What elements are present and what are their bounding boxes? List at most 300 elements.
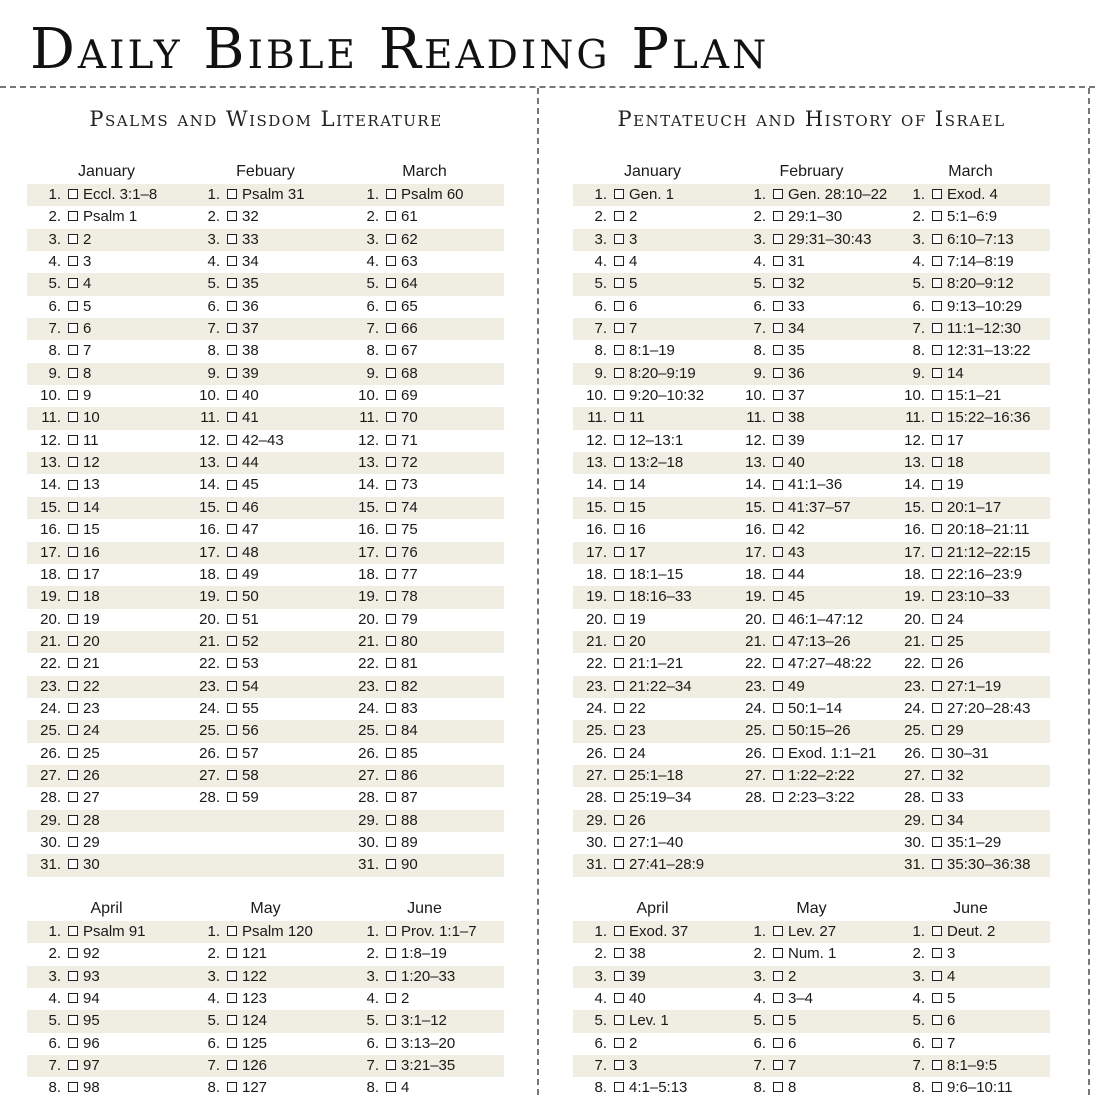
checkbox-icon[interactable] <box>932 614 942 624</box>
checkbox-icon[interactable] <box>227 569 237 579</box>
checkbox-icon[interactable] <box>932 457 942 467</box>
checkbox-icon[interactable] <box>932 971 942 981</box>
checkbox-icon[interactable] <box>773 993 783 1003</box>
day-number: 17. <box>199 543 220 561</box>
checkbox-icon[interactable] <box>614 323 624 333</box>
reading-entry <box>732 743 891 765</box>
checkbox-icon[interactable] <box>614 658 624 668</box>
day-number: 6. <box>366 1034 379 1052</box>
checkbox-icon[interactable] <box>386 524 396 534</box>
checkbox-icon[interactable] <box>227 792 237 802</box>
checkbox-icon[interactable] <box>773 480 783 490</box>
checkbox-icon[interactable] <box>614 524 624 534</box>
reading-entry <box>186 273 345 295</box>
checkbox-icon[interactable] <box>386 681 396 691</box>
checkbox-icon[interactable] <box>932 1060 942 1070</box>
checkbox-icon[interactable] <box>773 412 783 422</box>
day-number: 11. <box>746 409 766 427</box>
checkbox-icon[interactable] <box>227 502 237 512</box>
day-number: 10. <box>199 387 220 405</box>
checkbox-icon[interactable] <box>773 189 783 199</box>
checkbox-icon[interactable] <box>68 278 78 288</box>
checkbox-icon[interactable] <box>932 480 942 490</box>
checkbox-icon[interactable] <box>773 1082 783 1092</box>
checkbox-icon[interactable] <box>386 770 396 780</box>
checkbox-icon[interactable] <box>773 971 783 981</box>
reading-reference: 36 <box>242 297 259 315</box>
day-number: 23. <box>40 677 61 695</box>
checkbox-icon[interactable] <box>932 948 942 958</box>
reading-entry <box>573 787 732 809</box>
checkbox-icon[interactable] <box>932 837 942 847</box>
checkbox-icon[interactable] <box>614 345 624 355</box>
checkbox-icon[interactable] <box>773 703 783 713</box>
checkbox-icon[interactable] <box>773 725 783 735</box>
reading-entry <box>891 653 1050 675</box>
checkbox-icon[interactable] <box>227 748 237 758</box>
checkbox-icon[interactable] <box>932 815 942 825</box>
checkbox-icon[interactable] <box>68 189 78 199</box>
checkbox-icon[interactable] <box>386 926 396 936</box>
checkbox-icon[interactable] <box>68 390 78 400</box>
checkbox-icon[interactable] <box>932 1082 942 1092</box>
month-column <box>891 898 1050 1095</box>
checkbox-icon[interactable] <box>386 390 396 400</box>
checkbox-icon[interactable] <box>386 658 396 668</box>
checkbox-icon[interactable] <box>386 569 396 579</box>
reading-reference: 66 <box>401 320 418 338</box>
checkbox-icon[interactable] <box>932 658 942 668</box>
checkbox-icon[interactable] <box>227 926 237 936</box>
month-heading: April <box>90 900 123 917</box>
checkbox-icon[interactable] <box>386 971 396 981</box>
checkbox-icon[interactable] <box>932 1015 942 1025</box>
reading-entry <box>732 921 891 943</box>
checkbox-icon[interactable] <box>68 457 78 467</box>
checkbox-icon[interactable] <box>227 547 237 557</box>
checkbox-icon[interactable] <box>614 926 624 936</box>
checkbox-icon[interactable] <box>773 234 783 244</box>
day-number: 9. <box>912 364 925 382</box>
checkbox-icon[interactable] <box>932 211 942 221</box>
checkbox-icon[interactable] <box>68 524 78 534</box>
reading-reference: 17 <box>629 543 646 561</box>
reading-reference: 19 <box>629 610 646 628</box>
checkbox-icon[interactable] <box>227 703 237 713</box>
checkbox-icon[interactable] <box>773 502 783 512</box>
checkbox-icon[interactable] <box>68 1060 78 1070</box>
checkbox-icon[interactable] <box>386 859 396 869</box>
checkbox-icon[interactable] <box>227 591 237 601</box>
day-number: 13. <box>40 454 61 472</box>
checkbox-icon[interactable] <box>386 256 396 266</box>
checkbox-icon[interactable] <box>386 211 396 221</box>
checkbox-icon[interactable] <box>932 368 942 378</box>
checkbox-icon[interactable] <box>614 748 624 758</box>
checkbox-icon[interactable] <box>227 1082 237 1092</box>
checkbox-icon[interactable] <box>614 569 624 579</box>
checkbox-icon[interactable] <box>773 435 783 445</box>
checkbox-icon[interactable] <box>227 256 237 266</box>
checkbox-icon[interactable] <box>773 658 783 668</box>
reading-reference: 41 <box>242 409 259 427</box>
reading-entry <box>891 1010 1050 1032</box>
reading-entry <box>573 810 732 832</box>
checkbox-icon[interactable] <box>932 770 942 780</box>
checkbox-icon[interactable] <box>386 748 396 758</box>
checkbox-icon[interactable] <box>614 390 624 400</box>
checkbox-icon[interactable] <box>614 703 624 713</box>
checkbox-icon[interactable] <box>386 480 396 490</box>
column-divider-right <box>1088 88 1090 1095</box>
reading-reference: 82 <box>401 677 418 695</box>
checkbox-icon[interactable] <box>614 1082 624 1092</box>
checkbox-icon[interactable] <box>68 926 78 936</box>
checkbox-icon[interactable] <box>68 502 78 512</box>
checkbox-icon[interactable] <box>932 278 942 288</box>
checkbox-icon[interactable] <box>932 189 942 199</box>
checkbox-icon[interactable] <box>773 948 783 958</box>
checkbox-icon[interactable] <box>68 435 78 445</box>
checkbox-icon[interactable] <box>614 502 624 512</box>
checkbox-icon[interactable] <box>386 368 396 378</box>
checkbox-icon[interactable] <box>227 524 237 534</box>
checkbox-icon[interactable] <box>386 993 396 1003</box>
checkbox-icon[interactable] <box>614 189 624 199</box>
checkbox-icon[interactable] <box>227 1015 237 1025</box>
checkbox-icon[interactable] <box>932 502 942 512</box>
checkbox-icon[interactable] <box>227 770 237 780</box>
checkbox-icon[interactable] <box>68 748 78 758</box>
checkbox-icon[interactable] <box>386 1082 396 1092</box>
day-number: 10. <box>40 387 61 405</box>
checkbox-icon[interactable] <box>932 926 942 936</box>
checkbox-icon[interactable] <box>614 971 624 981</box>
checkbox-icon[interactable] <box>773 926 783 936</box>
checkbox-icon[interactable] <box>386 189 396 199</box>
day-number: 8. <box>48 342 61 360</box>
checkbox-icon[interactable] <box>68 301 78 311</box>
checkbox-icon[interactable] <box>227 390 237 400</box>
checkbox-icon[interactable] <box>386 703 396 713</box>
reading-reference: 49 <box>788 677 805 695</box>
checkbox-icon[interactable] <box>227 323 237 333</box>
checkbox-icon[interactable] <box>773 547 783 557</box>
checkbox-icon[interactable] <box>386 636 396 646</box>
reading-reference: 9:6–10:11 <box>947 1079 1013 1097</box>
checkbox-icon[interactable] <box>68 948 78 958</box>
checkbox-icon[interactable] <box>68 703 78 713</box>
checkbox-icon[interactable] <box>932 301 942 311</box>
checkbox-icon[interactable] <box>227 614 237 624</box>
checkbox-icon[interactable] <box>227 301 237 311</box>
reading-reference: 2 <box>629 1034 638 1052</box>
checkbox-icon[interactable] <box>614 547 624 557</box>
day-number: 30. <box>40 833 61 851</box>
reading-entry <box>732 787 891 809</box>
reading-reference: 57 <box>242 744 259 762</box>
checkbox-icon[interactable] <box>773 1060 783 1070</box>
checkbox-icon[interactable] <box>68 993 78 1003</box>
reading-reference: 2:23–3:22 <box>788 789 855 807</box>
checkbox-icon[interactable] <box>227 636 237 646</box>
day-number: 25. <box>199 722 220 740</box>
reading-entry <box>891 966 1050 988</box>
checkbox-icon[interactable] <box>68 1015 78 1025</box>
checkbox-icon[interactable] <box>614 256 624 266</box>
reading-entry <box>27 542 186 564</box>
day-number: 6. <box>594 1034 607 1052</box>
checkbox-icon[interactable] <box>614 211 624 221</box>
reading-entry <box>345 743 504 765</box>
reading-entry <box>573 452 732 474</box>
reading-entry <box>345 921 504 943</box>
checkbox-icon[interactable] <box>386 591 396 601</box>
checkbox-icon[interactable] <box>614 681 624 691</box>
checkbox-icon[interactable] <box>932 1038 942 1048</box>
checkbox-icon[interactable] <box>386 457 396 467</box>
checkbox-icon[interactable] <box>932 591 942 601</box>
checkbox-icon[interactable] <box>386 301 396 311</box>
checkbox-icon[interactable] <box>68 614 78 624</box>
reading-reference: 31 <box>788 253 805 271</box>
reading-entry <box>732 385 891 407</box>
checkbox-icon[interactable] <box>68 1082 78 1092</box>
checkbox-icon[interactable] <box>227 211 237 221</box>
checkbox-icon[interactable] <box>773 345 783 355</box>
reading-reference: 20:18–21:11 <box>947 521 1030 539</box>
checkbox-icon[interactable] <box>932 256 942 266</box>
checkbox-icon[interactable] <box>932 703 942 713</box>
checkbox-icon[interactable] <box>68 636 78 646</box>
checkbox-icon[interactable] <box>773 457 783 467</box>
checkbox-icon[interactable] <box>932 547 942 557</box>
checkbox-icon[interactable] <box>386 815 396 825</box>
checkbox-icon[interactable] <box>932 636 942 646</box>
checkbox-icon[interactable] <box>227 480 237 490</box>
checkbox-icon[interactable] <box>227 278 237 288</box>
checkbox-icon[interactable] <box>773 256 783 266</box>
checkbox-icon[interactable] <box>386 278 396 288</box>
checkbox-icon[interactable] <box>614 948 624 958</box>
checkbox-icon[interactable] <box>386 1060 396 1070</box>
checkbox-icon[interactable] <box>386 412 396 422</box>
checkbox-icon[interactable] <box>227 345 237 355</box>
checkbox-icon[interactable] <box>932 412 942 422</box>
reading-reference: 21:22–34 <box>629 677 692 695</box>
checkbox-icon[interactable] <box>386 725 396 735</box>
checkbox-icon[interactable] <box>773 681 783 691</box>
checkbox-icon[interactable] <box>932 993 942 1003</box>
section-title-psalms-wisdom: Psalms and Wisdom Literature <box>89 107 443 131</box>
checkbox-icon[interactable] <box>614 435 624 445</box>
checkbox-icon[interactable] <box>227 412 237 422</box>
reading-reference: 4 <box>401 1079 410 1097</box>
checkbox-icon[interactable] <box>68 1038 78 1048</box>
checkbox-icon[interactable] <box>227 189 237 199</box>
checkbox-icon[interactable] <box>227 234 237 244</box>
checkbox-icon[interactable] <box>614 725 624 735</box>
day-number: 2. <box>48 945 61 963</box>
checkbox-icon[interactable] <box>386 234 396 244</box>
checkbox-icon[interactable] <box>773 323 783 333</box>
checkbox-icon[interactable] <box>68 971 78 981</box>
checkbox-icon[interactable] <box>227 725 237 735</box>
checkbox-icon[interactable] <box>773 1038 783 1048</box>
checkbox-icon[interactable] <box>614 234 624 244</box>
checkbox-icon[interactable] <box>68 547 78 557</box>
checkbox-icon[interactable] <box>614 859 624 869</box>
reading-entry <box>891 943 1050 965</box>
checkbox-icon[interactable] <box>932 725 942 735</box>
checkbox-icon[interactable] <box>386 345 396 355</box>
reading-entry <box>891 1077 1050 1099</box>
checkbox-icon[interactable] <box>614 457 624 467</box>
checkbox-icon[interactable] <box>386 1015 396 1025</box>
reading-reference: 95 <box>83 1012 100 1030</box>
checkbox-icon[interactable] <box>68 211 78 221</box>
checkbox-icon[interactable] <box>773 591 783 601</box>
checkbox-icon[interactable] <box>773 636 783 646</box>
checkbox-icon[interactable] <box>614 636 624 646</box>
checkbox-icon[interactable] <box>773 792 783 802</box>
checkbox-icon[interactable] <box>227 1060 237 1070</box>
checkbox-icon[interactable] <box>773 614 783 624</box>
checkbox-icon[interactable] <box>386 948 396 958</box>
checkbox-icon[interactable] <box>932 435 942 445</box>
checkbox-icon[interactable] <box>614 1060 624 1070</box>
reading-reference: Lev. 27 <box>788 923 837 940</box>
checkbox-icon[interactable] <box>773 1015 783 1025</box>
checkbox-icon[interactable] <box>614 1015 624 1025</box>
checkbox-icon[interactable] <box>932 859 942 869</box>
checkbox-icon[interactable] <box>614 1038 624 1048</box>
checkbox-icon[interactable] <box>614 591 624 601</box>
checkbox-icon[interactable] <box>773 211 783 221</box>
checkbox-icon[interactable] <box>773 301 783 311</box>
checkbox-icon[interactable] <box>773 390 783 400</box>
day-number: 27. <box>586 766 607 784</box>
day-number: 8. <box>207 1079 220 1097</box>
checkbox-icon[interactable] <box>614 412 624 422</box>
reading-reference: 15:1–21 <box>947 387 1002 405</box>
checkbox-icon[interactable] <box>614 770 624 780</box>
checkbox-icon[interactable] <box>68 658 78 668</box>
checkbox-icon[interactable] <box>932 234 942 244</box>
checkbox-icon[interactable] <box>773 524 783 534</box>
checkbox-icon[interactable] <box>614 993 624 1003</box>
checkbox-icon[interactable] <box>68 412 78 422</box>
checkbox-icon[interactable] <box>386 323 396 333</box>
checkbox-icon[interactable] <box>68 368 78 378</box>
checkbox-icon[interactable] <box>773 278 783 288</box>
checkbox-icon[interactable] <box>932 323 942 333</box>
checkbox-icon[interactable] <box>68 569 78 579</box>
reading-reference: 18 <box>947 454 964 472</box>
reading-entry <box>891 676 1050 698</box>
checkbox-icon[interactable] <box>227 658 237 668</box>
checkbox-icon[interactable] <box>932 792 942 802</box>
checkbox-icon[interactable] <box>773 748 783 758</box>
checkbox-icon[interactable] <box>68 234 78 244</box>
checkbox-icon[interactable] <box>386 547 396 557</box>
day-number: 4. <box>366 253 379 271</box>
month-heading: Febuary <box>236 163 295 180</box>
checkbox-icon[interactable] <box>932 748 942 758</box>
checkbox-icon[interactable] <box>227 435 237 445</box>
checkbox-icon[interactable] <box>68 837 78 847</box>
checkbox-icon[interactable] <box>386 1038 396 1048</box>
checkbox-icon[interactable] <box>227 971 237 981</box>
checkbox-icon[interactable] <box>614 278 624 288</box>
day-number: 11. <box>41 409 61 427</box>
checkbox-icon[interactable] <box>68 345 78 355</box>
day-number: 12. <box>358 431 379 449</box>
reading-entry <box>27 564 186 586</box>
checkbox-icon[interactable] <box>68 480 78 490</box>
reading-entry <box>27 653 186 675</box>
checkbox-icon[interactable] <box>386 614 396 624</box>
checkbox-icon[interactable] <box>614 614 624 624</box>
checkbox-icon[interactable] <box>68 323 78 333</box>
checkbox-icon[interactable] <box>68 591 78 601</box>
checkbox-icon[interactable] <box>386 837 396 847</box>
checkbox-icon[interactable] <box>932 569 942 579</box>
checkbox-icon[interactable] <box>614 792 624 802</box>
checkbox-icon[interactable] <box>227 1038 237 1048</box>
day-number: 8. <box>753 1079 766 1097</box>
checkbox-icon[interactable] <box>68 770 78 780</box>
reading-reference: Gen. 1 <box>629 186 675 203</box>
checkbox-icon[interactable] <box>227 993 237 1003</box>
checkbox-icon[interactable] <box>227 681 237 691</box>
checkbox-icon[interactable] <box>932 681 942 691</box>
checkbox-icon[interactable] <box>227 457 237 467</box>
checkbox-icon[interactable] <box>773 770 783 780</box>
checkbox-icon[interactable] <box>614 837 624 847</box>
checkbox-icon[interactable] <box>614 815 624 825</box>
checkbox-icon[interactable] <box>386 435 396 445</box>
reading-reference: 32 <box>947 766 964 784</box>
reading-entry <box>186 474 345 496</box>
checkbox-icon[interactable] <box>68 792 78 802</box>
checkbox-icon[interactable] <box>614 368 624 378</box>
checkbox-icon[interactable] <box>386 502 396 512</box>
checkbox-icon[interactable] <box>68 256 78 266</box>
reading-reference: 40 <box>242 387 259 405</box>
section-title-pentateuch-history: Pentateuch and History of Israel <box>617 107 1006 131</box>
reading-entry <box>573 854 732 876</box>
checkbox-icon[interactable] <box>773 368 783 378</box>
checkbox-icon[interactable] <box>773 569 783 579</box>
checkbox-icon[interactable] <box>932 390 942 400</box>
reading-reference: 3 <box>83 253 92 271</box>
checkbox-icon[interactable] <box>227 368 237 378</box>
checkbox-icon[interactable] <box>68 859 78 869</box>
day-number: 29. <box>904 811 925 829</box>
checkbox-icon[interactable] <box>68 725 78 735</box>
reading-reference: 39 <box>242 364 259 382</box>
checkbox-icon[interactable] <box>68 681 78 691</box>
checkbox-icon[interactable] <box>614 480 624 490</box>
day-number: 30. <box>358 833 379 851</box>
checkbox-icon[interactable] <box>614 301 624 311</box>
checkbox-icon[interactable] <box>68 815 78 825</box>
checkbox-icon[interactable] <box>932 345 942 355</box>
checkbox-icon[interactable] <box>227 948 237 958</box>
checkbox-icon[interactable] <box>386 792 396 802</box>
checkbox-icon[interactable] <box>932 524 942 534</box>
